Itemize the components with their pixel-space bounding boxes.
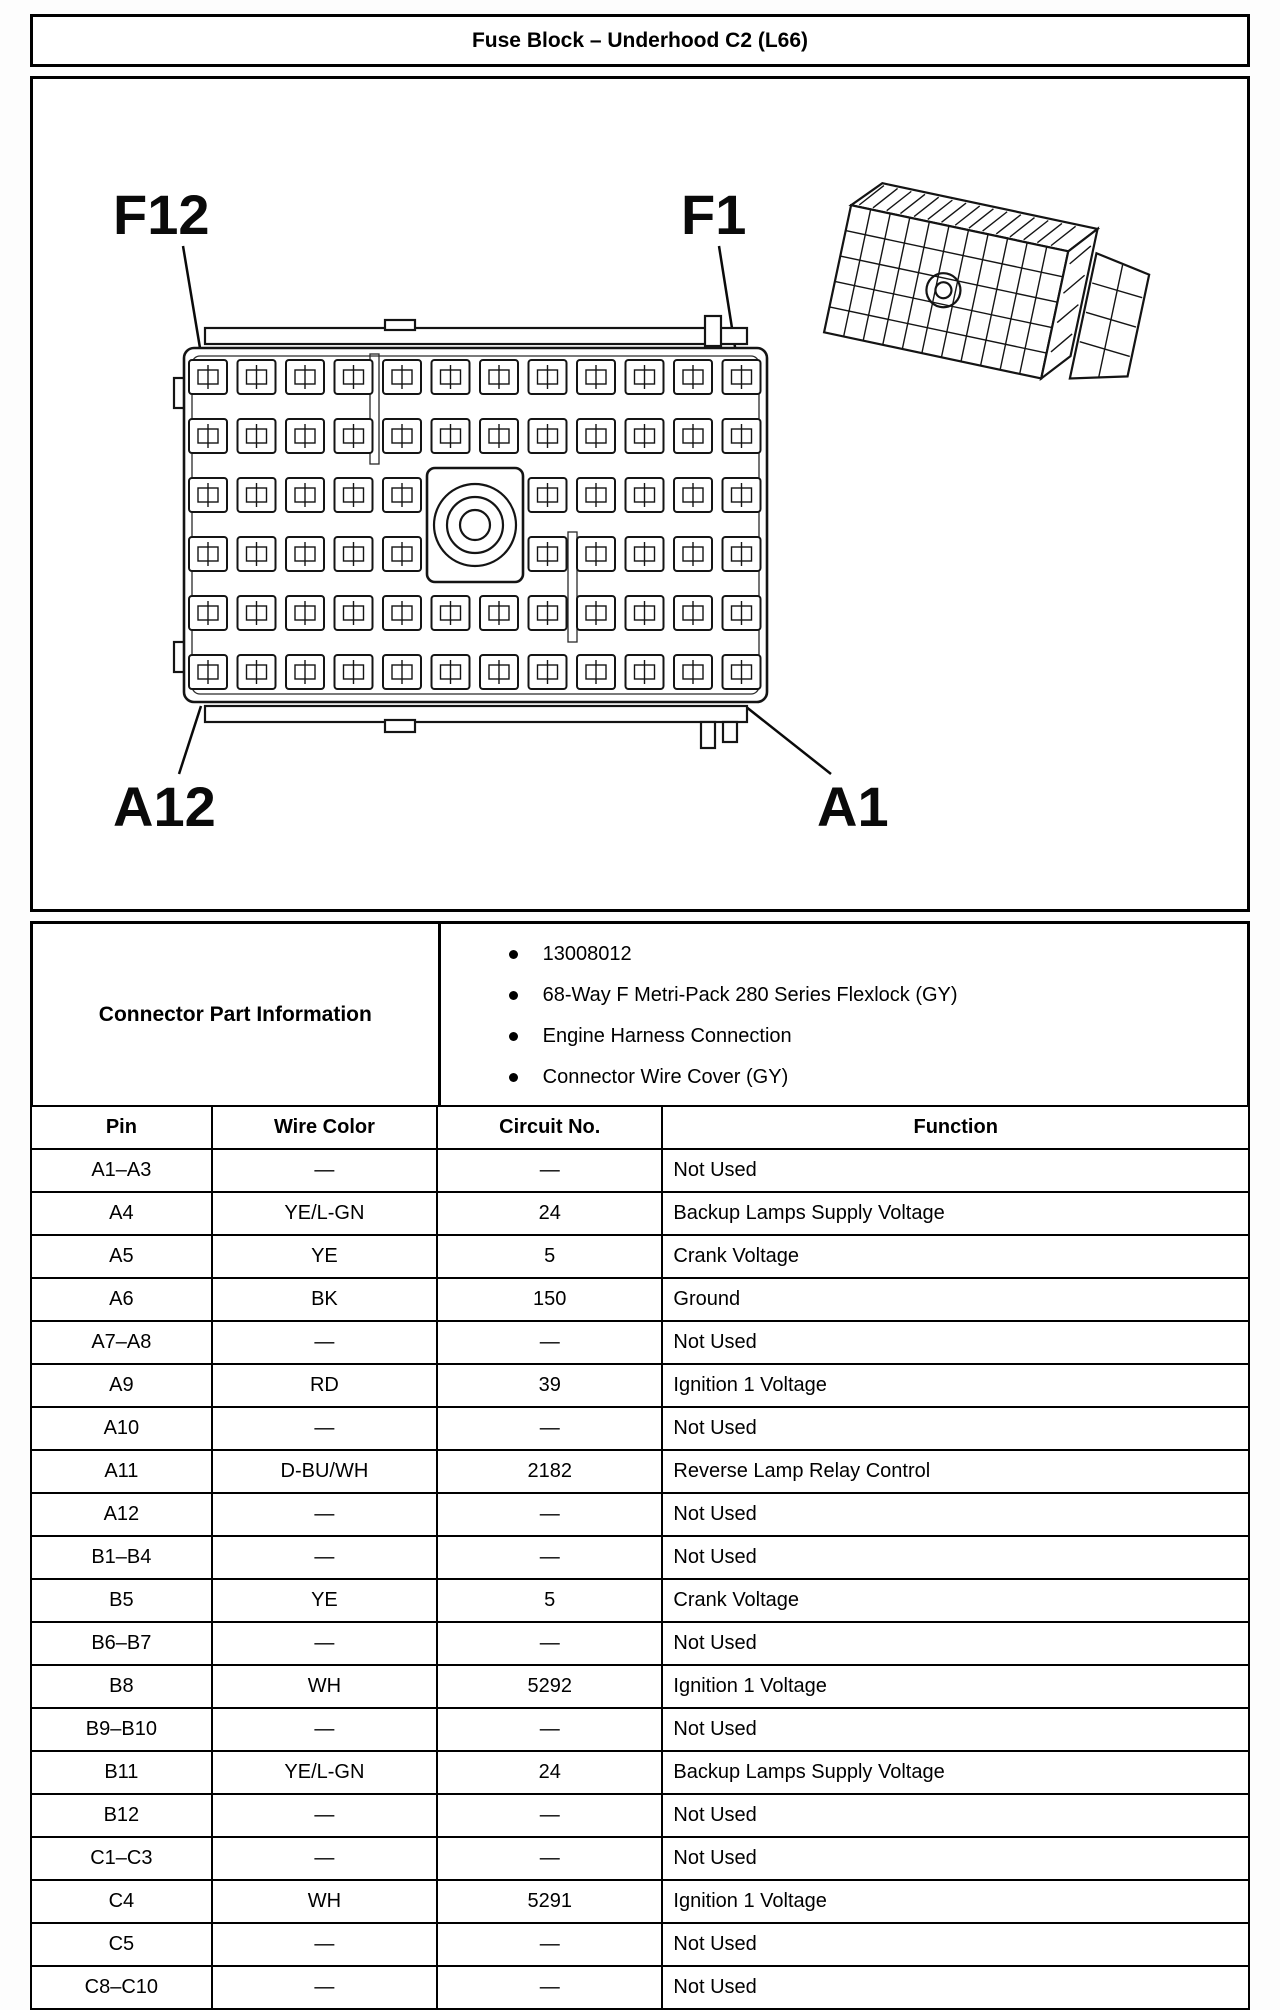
pin-cell: A10	[31, 1407, 212, 1450]
function-cell: Crank Voltage	[662, 1235, 1249, 1278]
function-cell: Backup Lamps Supply Voltage	[662, 1751, 1249, 1794]
function-cell: Not Used	[662, 1837, 1249, 1880]
pinout-row	[31, 1450, 1249, 1493]
circuit-no-cell: —	[437, 1407, 662, 1450]
pin-cell: C5	[31, 1923, 212, 1966]
circuit-no-cell: 5291	[437, 1880, 662, 1923]
function-cell: Reverse Lamp Relay Control	[662, 1450, 1249, 1493]
wire-color-cell: BK	[212, 1278, 437, 1321]
pinout-row	[31, 1579, 1249, 1622]
leader-line-a12	[179, 706, 201, 774]
function-cell: Not Used	[662, 1708, 1249, 1751]
circuit-no-cell: —	[437, 1622, 662, 1665]
wire-color-cell: YE/L-GN	[212, 1192, 437, 1235]
connector-part-info-section	[30, 921, 1250, 1108]
circuit-no-cell: 150	[437, 1278, 662, 1321]
pinout-table	[30, 1105, 1250, 2010]
connector-part-info-label: Connector Part Information	[33, 924, 441, 1105]
wire-color-cell: —	[212, 1321, 437, 1364]
pin-cell: A6	[31, 1278, 212, 1321]
pinout-header-row	[31, 1106, 1249, 1149]
circuit-no-cell: 5	[437, 1579, 662, 1622]
connector-face-view	[174, 316, 767, 748]
part-info-item: Connector Wire Cover (GY)	[497, 1057, 1247, 1098]
connector-diagram-panel	[30, 76, 1250, 912]
pin-label-a12: A12	[113, 775, 216, 838]
pin-cell: B5	[31, 1579, 212, 1622]
pinout-table-body	[31, 1149, 1249, 2009]
pin-cell: C1–C3	[31, 1837, 212, 1880]
connector-3d-view	[824, 178, 1156, 396]
pin-cell: A9	[31, 1364, 212, 1407]
pin-cell: C8–C10	[31, 1966, 212, 2009]
function-cell: Ignition 1 Voltage	[662, 1665, 1249, 1708]
function-cell: Ignition 1 Voltage	[662, 1880, 1249, 1923]
wire-color-cell: —	[212, 1493, 437, 1536]
pin-cell: A1–A3	[31, 1149, 212, 1192]
circuit-no-cell: —	[437, 1493, 662, 1536]
circuit-no-cell: 24	[437, 1192, 662, 1235]
pinout-row	[31, 1837, 1249, 1880]
wire-color-cell: —	[212, 1708, 437, 1751]
pinout-row	[31, 1665, 1249, 1708]
pin-cell: B8	[31, 1665, 212, 1708]
function-cell: Crank Voltage	[662, 1579, 1249, 1622]
wire-color-cell: WH	[212, 1880, 437, 1923]
circuit-no-cell: —	[437, 1923, 662, 1966]
wire-color-cell: —	[212, 1622, 437, 1665]
pinout-row	[31, 1622, 1249, 1665]
wire-color-cell: RD	[212, 1364, 437, 1407]
function-cell: Backup Lamps Supply Voltage	[662, 1192, 1249, 1235]
pin-cell: A12	[31, 1493, 212, 1536]
circuit-no-cell: —	[437, 1536, 662, 1579]
part-info-item: 68-Way F Metri-Pack 280 Series Flexlock (GY)	[497, 975, 1247, 1016]
function-cell: Not Used	[662, 1536, 1249, 1579]
header-wire-color: Wire Color	[212, 1106, 437, 1149]
pinout-row	[31, 1149, 1249, 1192]
wire-color-cell: —	[212, 1923, 437, 1966]
page-title-text: Fuse Block – Underhood C2 (L66)	[471, 28, 809, 52]
pinout-row	[31, 1708, 1249, 1751]
circuit-no-cell: 24	[437, 1751, 662, 1794]
pin-cell: C4	[31, 1880, 212, 1923]
pinout-row	[31, 1278, 1249, 1321]
header-circuit-no: Circuit No.	[437, 1106, 662, 1149]
function-cell: Not Used	[662, 1149, 1249, 1192]
leader-line-a1	[745, 706, 831, 774]
connector-diagram	[33, 79, 1247, 909]
pin-cell: B11	[31, 1751, 212, 1794]
wire-color-cell: —	[212, 1794, 437, 1837]
function-cell: Not Used	[662, 1794, 1249, 1837]
header-function: Function	[662, 1106, 1249, 1149]
pinout-row	[31, 1880, 1249, 1923]
pinout-row	[31, 1235, 1249, 1278]
pinout-row	[31, 1493, 1249, 1536]
pinout-row	[31, 1923, 1249, 1966]
pinout-row	[31, 1364, 1249, 1407]
wire-color-cell: —	[212, 1536, 437, 1579]
circuit-no-cell: —	[437, 1708, 662, 1751]
circuit-no-cell: 5292	[437, 1665, 662, 1708]
pinout-row	[31, 1192, 1249, 1235]
function-cell: Not Used	[662, 1966, 1249, 2009]
circuit-no-cell: —	[437, 1837, 662, 1880]
function-cell: Not Used	[662, 1407, 1249, 1450]
function-cell: Not Used	[662, 1493, 1249, 1536]
circuit-no-cell: 5	[437, 1235, 662, 1278]
pin-label-f12: F12	[113, 183, 210, 246]
wire-color-cell: —	[212, 1837, 437, 1880]
pin-label-f1: F1	[681, 183, 747, 246]
wire-color-cell: —	[212, 1407, 437, 1450]
wire-color-cell: YE	[212, 1235, 437, 1278]
function-cell: Not Used	[662, 1622, 1249, 1665]
circuit-no-cell: —	[437, 1321, 662, 1364]
pinout-row	[31, 1407, 1249, 1450]
pin-label-a1: A1	[817, 775, 889, 838]
connector-part-info-list	[441, 924, 1247, 1105]
circuit-no-cell: —	[437, 1149, 662, 1192]
circuit-no-cell: 2182	[437, 1450, 662, 1493]
wire-color-cell: YE	[212, 1579, 437, 1622]
pin-cell: A11	[31, 1450, 212, 1493]
wire-color-cell: D-BU/WH	[212, 1450, 437, 1493]
pin-cell: A4	[31, 1192, 212, 1235]
wire-color-cell: —	[212, 1966, 437, 2009]
wire-color-cell: —	[212, 1149, 437, 1192]
circuit-no-cell: —	[437, 1966, 662, 2009]
function-cell: Ground	[662, 1278, 1249, 1321]
pinout-row	[31, 1966, 1249, 2009]
pinout-row	[31, 1321, 1249, 1364]
pin-cell: A7–A8	[31, 1321, 212, 1364]
circuit-no-cell: 39	[437, 1364, 662, 1407]
pinout-row	[31, 1536, 1249, 1579]
pin-cell: B1–B4	[31, 1536, 212, 1579]
pin-cell: B6–B7	[31, 1622, 212, 1665]
part-info-item: 13008012	[497, 934, 1247, 975]
pin-cell: B9–B10	[31, 1708, 212, 1751]
circuit-no-cell: —	[437, 1794, 662, 1837]
function-cell: Not Used	[662, 1321, 1249, 1364]
part-info-item: Engine Harness Connection	[497, 1016, 1247, 1057]
manual-page	[30, 14, 1250, 2010]
header-pin: Pin	[31, 1106, 212, 1149]
pin-cell: B12	[31, 1794, 212, 1837]
pinout-row	[31, 1751, 1249, 1794]
pin-cell: A5	[31, 1235, 212, 1278]
wire-color-cell: WH	[212, 1665, 437, 1708]
wire-color-cell: YE/L-GN	[212, 1751, 437, 1794]
page-title	[30, 14, 1250, 67]
pinout-row	[31, 1794, 1249, 1837]
function-cell: Not Used	[662, 1923, 1249, 1966]
function-cell: Ignition 1 Voltage	[662, 1364, 1249, 1407]
